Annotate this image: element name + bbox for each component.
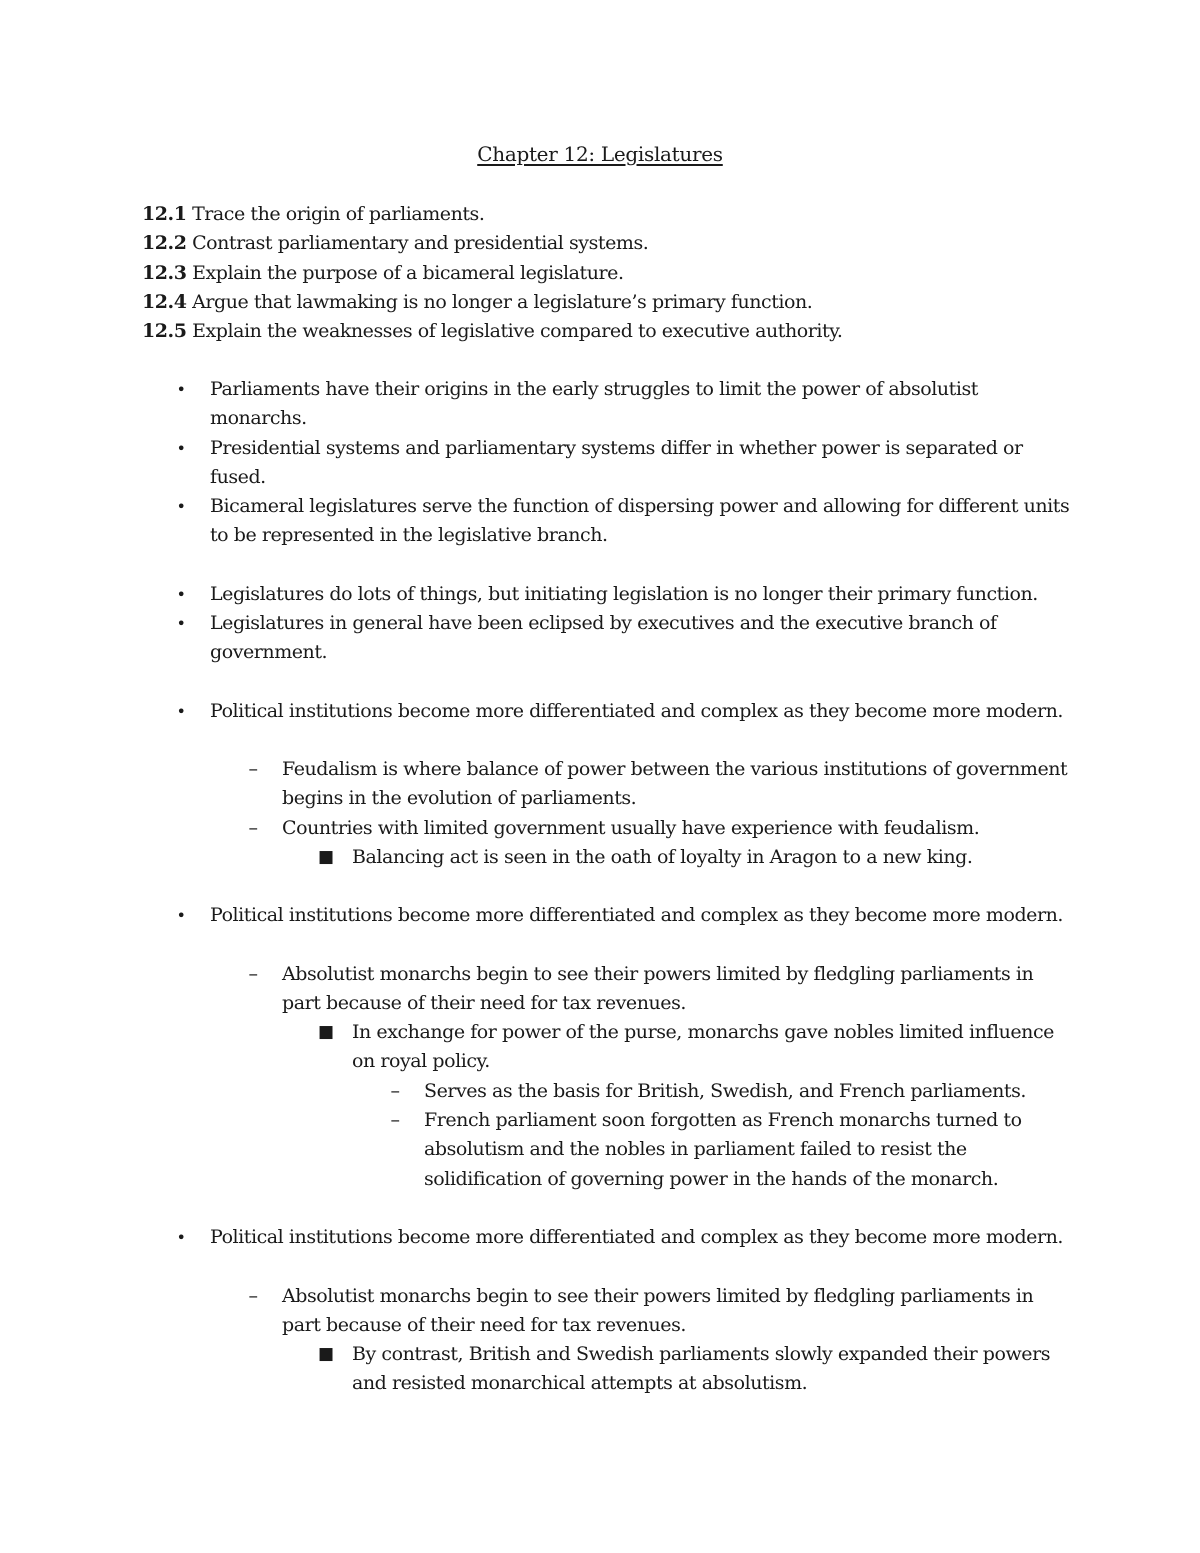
sub-point bbox=[248, 814, 1072, 843]
square-bullet-icon: ■ bbox=[318, 1022, 334, 1042]
summary-bullet bbox=[176, 375, 1070, 434]
bullet-text: Political institutions become more differentiated and complex as they become more modern. bbox=[210, 1226, 1063, 1248]
objective-text: Contrast parliamentary and presidential systems. bbox=[186, 232, 649, 255]
objective-number: 12.3 bbox=[142, 261, 187, 284]
section-point bbox=[176, 901, 1070, 930]
dash-icon: – bbox=[248, 963, 258, 985]
sub-point bbox=[248, 1282, 1072, 1341]
dash-icon: – bbox=[390, 1080, 400, 1102]
sub-point bbox=[248, 960, 1072, 1019]
objective-text: Trace the origin of parliaments. bbox=[186, 203, 485, 225]
objective-item bbox=[142, 200, 843, 229]
detail-text: In exchange for power of the purse, monarchs gave nobles limited influence on royal policy. bbox=[352, 1021, 1054, 1073]
detail-text: By contrast, British and Swedish parliaments slowly expanded their powers and resisted monarchical attempts at absolutism. bbox=[352, 1343, 1051, 1395]
objective-number: 12.2 bbox=[142, 232, 187, 255]
objective-text: Explain the weaknesses of legislative compared to executive authority. bbox=[186, 320, 843, 343]
objective-number: 12.5 bbox=[142, 320, 187, 343]
objective-text: Explain the purpose of a bicameral legislature. bbox=[186, 261, 624, 284]
summary-bullet bbox=[176, 609, 1070, 668]
learning-objectives bbox=[142, 200, 843, 346]
detail-point bbox=[318, 1018, 1072, 1077]
subdetail-text: Serves as the basis for British, Swedish, and French parliaments. bbox=[424, 1080, 1026, 1102]
dash-icon: – bbox=[248, 1285, 258, 1307]
sub-point-text: Feudalism is where balance of power between the various institutions of government begins in the evolution of parliaments. bbox=[282, 758, 1068, 810]
sub-point bbox=[248, 755, 1072, 814]
objective-item bbox=[142, 317, 843, 346]
subdetail-text: French parliament soon forgotten as French monarchs turned to absolutism and the nobles in parliament failed to resist the solidification of governing power in the hands of the monarch. bbox=[424, 1109, 1022, 1190]
objective-number: 12.4 bbox=[142, 290, 187, 313]
summary-bullet bbox=[176, 492, 1070, 551]
dash-icon: – bbox=[390, 1109, 400, 1131]
page-title: Chapter 12: Legislatures bbox=[477, 142, 723, 166]
bullet-text: Parliaments have their origins in the early struggles to limit the power of absolutist monarchs. bbox=[210, 378, 978, 430]
sub-point-text: Absolutist monarchs begin to see their powers limited by fledgling parliaments in part because of their need for tax revenues. bbox=[282, 1285, 1034, 1337]
section-point bbox=[176, 1223, 1070, 1252]
objective-item bbox=[142, 288, 843, 317]
square-bullet-icon: ■ bbox=[318, 1344, 334, 1364]
square-bullet-icon: ■ bbox=[318, 847, 334, 867]
bullet-text: Legislatures do lots of things, but initiating legislation is no longer their primary function. bbox=[210, 583, 1038, 605]
section-point bbox=[176, 697, 1070, 726]
objective-item bbox=[142, 259, 843, 288]
bullet-icon: • bbox=[176, 439, 186, 458]
objective-item bbox=[142, 229, 843, 258]
subdetail-point bbox=[390, 1077, 1074, 1106]
bullet-icon: • bbox=[176, 906, 186, 925]
bullet-text: Presidential systems and parliamentary systems differ in whether power is separated or fused. bbox=[210, 437, 1023, 489]
sub-point-text: Countries with limited government usually have experience with feudalism. bbox=[282, 817, 980, 839]
detail-point bbox=[318, 843, 1072, 872]
objective-text: Argue that lawmaking is no longer a legislature’s primary function. bbox=[186, 290, 813, 313]
detail-point bbox=[318, 1340, 1072, 1399]
bullet-icon: • bbox=[176, 585, 186, 604]
bullet-text: Political institutions become more differentiated and complex as they become more modern. bbox=[210, 904, 1063, 926]
sub-point-text: Absolutist monarchs begin to see their powers limited by fledgling parliaments in part because of their need for tax revenues. bbox=[282, 963, 1034, 1015]
bullet-icon: • bbox=[176, 380, 186, 399]
bullet-text: Legislatures in general have been eclipsed by executives and the executive branch of government. bbox=[210, 612, 997, 664]
bullet-icon: • bbox=[176, 702, 186, 721]
summary-bullet bbox=[176, 434, 1070, 493]
bullet-icon: • bbox=[176, 497, 186, 516]
summary-bullet bbox=[176, 580, 1090, 609]
bullet-text: Bicameral legislatures serve the function of dispersing power and allowing for different units to be represented in the legislative branch. bbox=[210, 495, 1070, 547]
detail-text: Balancing act is seen in the oath of loyalty in Aragon to a new king. bbox=[352, 846, 973, 868]
subdetail-point bbox=[390, 1106, 1074, 1194]
objective-number: 12.1 bbox=[142, 203, 187, 225]
bullet-icon: • bbox=[176, 614, 186, 633]
dash-icon: – bbox=[248, 758, 258, 780]
bullet-icon: • bbox=[176, 1228, 186, 1247]
dash-icon: – bbox=[248, 817, 258, 839]
bullet-text: Political institutions become more differentiated and complex as they become more modern. bbox=[210, 700, 1063, 722]
